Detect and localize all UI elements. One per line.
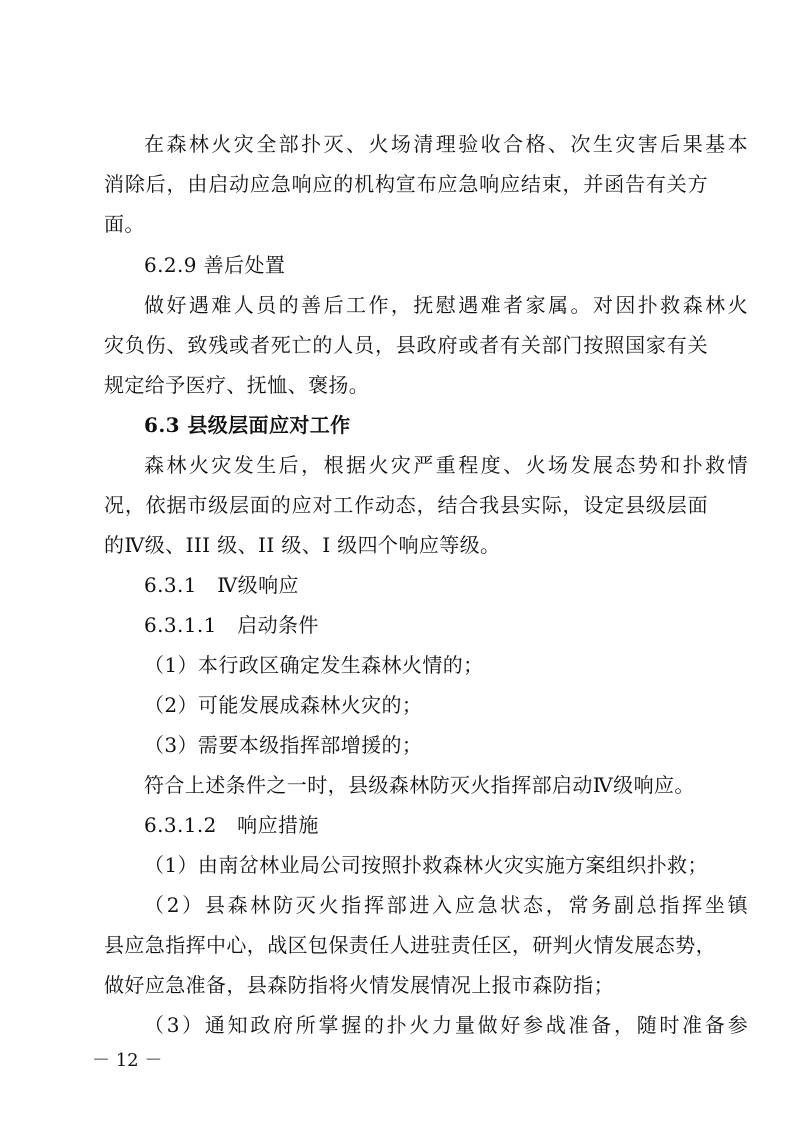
section-heading: 6.3.1.1 启动条件 [144,613,319,637]
list-item: （2）县森林防灭火指挥部进入应急状态，常务副总指挥坐镇 [144,893,748,917]
section-heading: 6.3.1.2 响应措施 [144,813,319,837]
paragraph-line: 做好遇难人员的善后工作，抚慰遇难者家属。对因扑救森林火 [144,293,748,317]
paragraph-line: 符合上述条件之一时，县级森林防灭火指挥部启动Ⅳ级响应。 [144,773,695,797]
paragraph-line: 做好应急准备，县森防指将火情发展情况上报市森防指； [104,973,614,997]
list-item: （3）需要本级指挥部增援的； [144,733,423,757]
paragraph-line: 在森林火灾全部扑灭、火场清理验收合格、次生灾害后果基本 [144,132,748,156]
list-item: （2）可能发展成森林火灾的； [144,693,423,717]
section-heading: 6.3.1 Ⅳ级响应 [144,573,299,597]
section-heading: 6.3 县级层面应对工作 [144,413,351,437]
paragraph-line: 森林火灾发生后，根据火灾严重程度、火场发展态势和扑救情 [144,453,748,477]
paragraph-line: 的Ⅳ级、III 级、II 级、I 级四个响应等级。 [104,533,501,557]
paragraph-line: 消除后，由启动应急响应的机构宣布应急响应结束，并函告有关方 [104,172,708,196]
paragraph-line: 况，依据市级层面的应对工作动态，结合我县实际，设定县级层面 [104,493,708,517]
list-item: （1）由南岔林业局公司按照扑救森林火灾实施方案组织扑救； [144,853,708,877]
paragraph-line: 面。 [104,212,145,236]
page-number: － 12 － [92,1050,163,1071]
list-item: （3）通知政府所掌握的扑火力量做好参战准备，随时准备参 [144,1013,748,1037]
paragraph-line: 县应急指挥中心，战区包保责任人进驻责任区，研判火情发展态势， [104,933,716,957]
section-heading: 6.2.9 善后处置 [144,253,286,277]
paragraph-line: 灾负伤、致残或者死亡的人员，县政府或者有关部门按照国家有关 [104,333,708,357]
paragraph-line: 规定给予医疗、抚恤、褒扬。 [104,373,370,397]
list-item: （1）本行政区确定发生森林火情的； [144,653,484,677]
